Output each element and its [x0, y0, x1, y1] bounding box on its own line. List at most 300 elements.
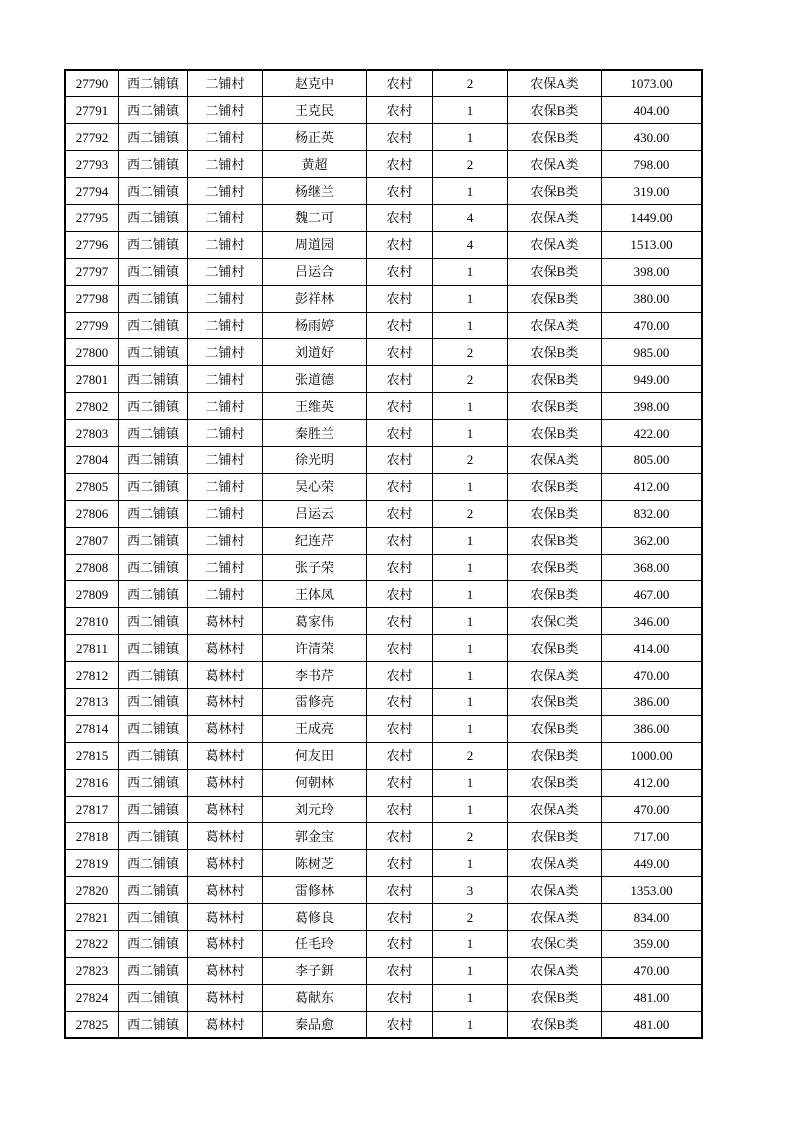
- cell-count: 2: [433, 151, 508, 178]
- cell-village: 二铺村: [188, 446, 263, 473]
- cell-residence: 农村: [367, 151, 433, 178]
- cell-village: 二铺村: [188, 527, 263, 554]
- cell-town: 西二铺镇: [119, 877, 188, 904]
- cell-town: 西二铺镇: [119, 151, 188, 178]
- cell-name: 许清荣: [263, 635, 367, 662]
- cell-town: 西二铺镇: [119, 446, 188, 473]
- cell-id: 27813: [65, 688, 119, 715]
- cell-amount: 1073.00: [602, 70, 703, 97]
- cell-name: 刘元玲: [263, 796, 367, 823]
- cell-name: 吕运合: [263, 258, 367, 285]
- cell-amount: 949.00: [602, 366, 703, 393]
- cell-amount: 1353.00: [602, 877, 703, 904]
- cell-town: 西二铺镇: [119, 70, 188, 97]
- cell-town: 西二铺镇: [119, 1011, 188, 1038]
- table-row: [65, 70, 702, 97]
- cell-name: 王成亮: [263, 715, 367, 742]
- cell-id: 27820: [65, 877, 119, 904]
- cell-id: 27817: [65, 796, 119, 823]
- cell-amount: 1513.00: [602, 231, 703, 258]
- cell-name: 张道德: [263, 366, 367, 393]
- cell-name: 彭祥林: [263, 285, 367, 312]
- cell-village: 葛林村: [188, 850, 263, 877]
- cell-name: 周道园: [263, 231, 367, 258]
- cell-town: 西二铺镇: [119, 231, 188, 258]
- cell-amount: 368.00: [602, 554, 703, 581]
- table-row: [65, 688, 702, 715]
- table-row: [65, 931, 702, 958]
- cell-residence: 农村: [367, 688, 433, 715]
- cell-count: 2: [433, 366, 508, 393]
- cell-village: 二铺村: [188, 420, 263, 447]
- cell-residence: 农村: [367, 500, 433, 527]
- cell-id: 27822: [65, 931, 119, 958]
- cell-name: 赵克中: [263, 70, 367, 97]
- cell-id: 27821: [65, 904, 119, 931]
- cell-town: 西二铺镇: [119, 608, 188, 635]
- cell-category: 农保B类: [508, 984, 602, 1011]
- cell-category: 农保B类: [508, 97, 602, 124]
- cell-count: 1: [433, 178, 508, 205]
- cell-count: 2: [433, 823, 508, 850]
- cell-town: 西二铺镇: [119, 393, 188, 420]
- cell-town: 西二铺镇: [119, 850, 188, 877]
- cell-count: 1: [433, 931, 508, 958]
- cell-amount: 481.00: [602, 1011, 703, 1038]
- table-row: [65, 151, 702, 178]
- cell-id: 27792: [65, 124, 119, 151]
- table-row: [65, 204, 702, 231]
- table-row: [65, 796, 702, 823]
- cell-town: 西二铺镇: [119, 984, 188, 1011]
- cell-village: 二铺村: [188, 231, 263, 258]
- cell-town: 西二铺镇: [119, 285, 188, 312]
- table-row: [65, 527, 702, 554]
- benefit-table: [64, 69, 703, 1039]
- table-row: [65, 608, 702, 635]
- cell-name: 杨继兰: [263, 178, 367, 205]
- cell-amount: 422.00: [602, 420, 703, 447]
- cell-id: 27815: [65, 742, 119, 769]
- cell-residence: 农村: [367, 178, 433, 205]
- cell-town: 西二铺镇: [119, 904, 188, 931]
- cell-category: 农保A类: [508, 204, 602, 231]
- cell-amount: 359.00: [602, 931, 703, 958]
- cell-name: 王体凤: [263, 581, 367, 608]
- cell-residence: 农村: [367, 1011, 433, 1038]
- cell-town: 西二铺镇: [119, 258, 188, 285]
- cell-residence: 农村: [367, 608, 433, 635]
- table-row: [65, 554, 702, 581]
- cell-count: 2: [433, 904, 508, 931]
- cell-residence: 农村: [367, 984, 433, 1011]
- cell-id: 27802: [65, 393, 119, 420]
- cell-village: 二铺村: [188, 204, 263, 231]
- cell-category: 农保B类: [508, 554, 602, 581]
- cell-category: 农保B类: [508, 742, 602, 769]
- cell-residence: 农村: [367, 662, 433, 689]
- cell-village: 葛林村: [188, 608, 263, 635]
- cell-village: 葛林村: [188, 904, 263, 931]
- cell-amount: 412.00: [602, 473, 703, 500]
- cell-amount: 481.00: [602, 984, 703, 1011]
- cell-village: 葛林村: [188, 796, 263, 823]
- cell-count: 1: [433, 527, 508, 554]
- table-row: [65, 339, 702, 366]
- table-row: [65, 97, 702, 124]
- cell-village: 葛林村: [188, 688, 263, 715]
- cell-town: 西二铺镇: [119, 500, 188, 527]
- cell-count: 2: [433, 339, 508, 366]
- table-row: [65, 366, 702, 393]
- table-row: [65, 904, 702, 931]
- cell-village: 葛林村: [188, 769, 263, 796]
- table-row: [65, 877, 702, 904]
- table-row: [65, 420, 702, 447]
- cell-town: 西二铺镇: [119, 124, 188, 151]
- cell-residence: 农村: [367, 823, 433, 850]
- cell-name: 张子荣: [263, 554, 367, 581]
- cell-amount: 1000.00: [602, 742, 703, 769]
- cell-residence: 农村: [367, 366, 433, 393]
- cell-category: 农保A类: [508, 850, 602, 877]
- table-row: [65, 715, 702, 742]
- cell-name: 吕运云: [263, 500, 367, 527]
- cell-id: 27811: [65, 635, 119, 662]
- cell-amount: 470.00: [602, 796, 703, 823]
- cell-amount: 1449.00: [602, 204, 703, 231]
- cell-amount: 404.00: [602, 97, 703, 124]
- cell-town: 西二铺镇: [119, 957, 188, 984]
- cell-town: 西二铺镇: [119, 662, 188, 689]
- cell-category: 农保B类: [508, 473, 602, 500]
- cell-count: 1: [433, 258, 508, 285]
- cell-residence: 农村: [367, 231, 433, 258]
- cell-category: 农保A类: [508, 231, 602, 258]
- cell-town: 西二铺镇: [119, 715, 188, 742]
- cell-name: 王维英: [263, 393, 367, 420]
- cell-id: 27816: [65, 769, 119, 796]
- cell-residence: 农村: [367, 97, 433, 124]
- cell-village: 二铺村: [188, 554, 263, 581]
- cell-count: 4: [433, 231, 508, 258]
- cell-residence: 农村: [367, 446, 433, 473]
- table-row: [65, 231, 702, 258]
- cell-village: 葛林村: [188, 635, 263, 662]
- cell-count: 1: [433, 608, 508, 635]
- cell-residence: 农村: [367, 124, 433, 151]
- cell-count: 1: [433, 554, 508, 581]
- cell-town: 西二铺镇: [119, 769, 188, 796]
- cell-village: 葛林村: [188, 957, 263, 984]
- cell-village: 葛林村: [188, 823, 263, 850]
- cell-name: 吴心荣: [263, 473, 367, 500]
- cell-id: 27798: [65, 285, 119, 312]
- cell-town: 西二铺镇: [119, 473, 188, 500]
- cell-name: 杨正英: [263, 124, 367, 151]
- table-row: [65, 581, 702, 608]
- table-region: [64, 69, 703, 1039]
- cell-residence: 农村: [367, 850, 433, 877]
- cell-category: 农保C类: [508, 608, 602, 635]
- cell-amount: 470.00: [602, 312, 703, 339]
- table-row: [65, 850, 702, 877]
- table-row: [65, 984, 702, 1011]
- cell-amount: 346.00: [602, 608, 703, 635]
- cell-category: 农保B类: [508, 823, 602, 850]
- cell-residence: 农村: [367, 635, 433, 662]
- table-row: [65, 178, 702, 205]
- cell-category: 农保A类: [508, 904, 602, 931]
- cell-amount: 985.00: [602, 339, 703, 366]
- cell-count: 1: [433, 850, 508, 877]
- cell-count: 3: [433, 877, 508, 904]
- cell-amount: 398.00: [602, 393, 703, 420]
- cell-id: 27818: [65, 823, 119, 850]
- cell-id: 27799: [65, 312, 119, 339]
- cell-village: 二铺村: [188, 339, 263, 366]
- cell-amount: 717.00: [602, 823, 703, 850]
- cell-count: 2: [433, 742, 508, 769]
- cell-village: 葛林村: [188, 742, 263, 769]
- cell-village: 葛林村: [188, 1011, 263, 1038]
- table-row: [65, 769, 702, 796]
- table-row: [65, 285, 702, 312]
- cell-category: 农保B类: [508, 393, 602, 420]
- cell-count: 4: [433, 204, 508, 231]
- cell-town: 西二铺镇: [119, 823, 188, 850]
- cell-village: 二铺村: [188, 151, 263, 178]
- cell-category: 农保B类: [508, 178, 602, 205]
- cell-residence: 农村: [367, 877, 433, 904]
- cell-id: 27795: [65, 204, 119, 231]
- cell-name: 葛家伟: [263, 608, 367, 635]
- cell-village: 葛林村: [188, 931, 263, 958]
- cell-category: 农保B类: [508, 420, 602, 447]
- cell-id: 27810: [65, 608, 119, 635]
- cell-id: 27800: [65, 339, 119, 366]
- cell-name: 秦品愈: [263, 1011, 367, 1038]
- cell-category: 农保C类: [508, 931, 602, 958]
- cell-village: 葛林村: [188, 877, 263, 904]
- cell-amount: 470.00: [602, 957, 703, 984]
- cell-count: 1: [433, 581, 508, 608]
- cell-name: 纪连芹: [263, 527, 367, 554]
- cell-town: 西二铺镇: [119, 742, 188, 769]
- table-row: [65, 446, 702, 473]
- cell-residence: 农村: [367, 312, 433, 339]
- cell-town: 西二铺镇: [119, 97, 188, 124]
- cell-amount: 834.00: [602, 904, 703, 931]
- cell-category: 农保B类: [508, 258, 602, 285]
- cell-village: 二铺村: [188, 366, 263, 393]
- cell-residence: 农村: [367, 258, 433, 285]
- cell-category: 农保B类: [508, 285, 602, 312]
- cell-count: 1: [433, 635, 508, 662]
- cell-id: 27801: [65, 366, 119, 393]
- cell-name: 陈树芝: [263, 850, 367, 877]
- cell-town: 西二铺镇: [119, 635, 188, 662]
- cell-name: 雷修林: [263, 877, 367, 904]
- cell-name: 任毛玲: [263, 931, 367, 958]
- cell-town: 西二铺镇: [119, 527, 188, 554]
- cell-category: 农保B类: [508, 715, 602, 742]
- cell-category: 农保B类: [508, 366, 602, 393]
- cell-category: 农保A类: [508, 446, 602, 473]
- cell-id: 27823: [65, 957, 119, 984]
- cell-count: 1: [433, 97, 508, 124]
- table-row: [65, 124, 702, 151]
- cell-category: 农保B类: [508, 688, 602, 715]
- cell-category: 农保B类: [508, 124, 602, 151]
- cell-category: 农保B类: [508, 500, 602, 527]
- table-row: [65, 258, 702, 285]
- cell-amount: 832.00: [602, 500, 703, 527]
- table-row: [65, 742, 702, 769]
- cell-name: 秦胜兰: [263, 420, 367, 447]
- cell-residence: 农村: [367, 204, 433, 231]
- cell-name: 郭金宝: [263, 823, 367, 850]
- cell-town: 西二铺镇: [119, 339, 188, 366]
- cell-count: 1: [433, 662, 508, 689]
- cell-residence: 农村: [367, 769, 433, 796]
- cell-town: 西二铺镇: [119, 931, 188, 958]
- cell-residence: 农村: [367, 473, 433, 500]
- cell-amount: 412.00: [602, 769, 703, 796]
- cell-amount: 470.00: [602, 662, 703, 689]
- cell-category: 农保B类: [508, 339, 602, 366]
- cell-id: 27806: [65, 500, 119, 527]
- cell-id: 27824: [65, 984, 119, 1011]
- cell-category: 农保A类: [508, 312, 602, 339]
- cell-category: 农保A类: [508, 662, 602, 689]
- cell-category: 农保B类: [508, 769, 602, 796]
- cell-id: 27793: [65, 151, 119, 178]
- cell-count: 1: [433, 393, 508, 420]
- cell-id: 27790: [65, 70, 119, 97]
- cell-amount: 319.00: [602, 178, 703, 205]
- cell-amount: 386.00: [602, 688, 703, 715]
- cell-id: 27803: [65, 420, 119, 447]
- cell-category: 农保A类: [508, 877, 602, 904]
- cell-village: 二铺村: [188, 473, 263, 500]
- cell-village: 二铺村: [188, 285, 263, 312]
- cell-town: 西二铺镇: [119, 420, 188, 447]
- cell-amount: 805.00: [602, 446, 703, 473]
- table-row: [65, 473, 702, 500]
- table-row: [65, 312, 702, 339]
- cell-residence: 农村: [367, 420, 433, 447]
- table-row: [65, 662, 702, 689]
- cell-residence: 农村: [367, 742, 433, 769]
- cell-residence: 农村: [367, 715, 433, 742]
- cell-name: 何朝林: [263, 769, 367, 796]
- cell-name: 葛献东: [263, 984, 367, 1011]
- cell-amount: 798.00: [602, 151, 703, 178]
- cell-residence: 农村: [367, 957, 433, 984]
- cell-id: 27796: [65, 231, 119, 258]
- cell-category: 农保B类: [508, 527, 602, 554]
- cell-village: 二铺村: [188, 312, 263, 339]
- cell-residence: 农村: [367, 393, 433, 420]
- cell-village: 二铺村: [188, 124, 263, 151]
- cell-village: 葛林村: [188, 984, 263, 1011]
- cell-town: 西二铺镇: [119, 688, 188, 715]
- cell-count: 1: [433, 420, 508, 447]
- cell-count: 1: [433, 984, 508, 1011]
- cell-town: 西二铺镇: [119, 581, 188, 608]
- cell-id: 27819: [65, 850, 119, 877]
- cell-name: 徐光明: [263, 446, 367, 473]
- cell-count: 1: [433, 1011, 508, 1038]
- cell-id: 27809: [65, 581, 119, 608]
- cell-count: 1: [433, 957, 508, 984]
- cell-amount: 398.00: [602, 258, 703, 285]
- cell-count: 1: [433, 285, 508, 312]
- cell-residence: 农村: [367, 285, 433, 312]
- table-row: [65, 635, 702, 662]
- cell-category: 农保A类: [508, 151, 602, 178]
- table-row: [65, 393, 702, 420]
- cell-count: 1: [433, 796, 508, 823]
- cell-town: 西二铺镇: [119, 312, 188, 339]
- cell-id: 27791: [65, 97, 119, 124]
- cell-count: 1: [433, 473, 508, 500]
- cell-id: 27812: [65, 662, 119, 689]
- cell-id: 27814: [65, 715, 119, 742]
- cell-id: 27794: [65, 178, 119, 205]
- cell-count: 1: [433, 124, 508, 151]
- cell-town: 西二铺镇: [119, 178, 188, 205]
- cell-amount: 467.00: [602, 581, 703, 608]
- cell-village: 葛林村: [188, 662, 263, 689]
- table-row: [65, 823, 702, 850]
- cell-name: 葛修良: [263, 904, 367, 931]
- cell-amount: 430.00: [602, 124, 703, 151]
- cell-name: 黄超: [263, 151, 367, 178]
- cell-id: 27808: [65, 554, 119, 581]
- cell-count: 2: [433, 446, 508, 473]
- cell-count: 1: [433, 715, 508, 742]
- cell-village: 二铺村: [188, 500, 263, 527]
- cell-id: 27805: [65, 473, 119, 500]
- table-row: [65, 1011, 702, 1038]
- cell-village: 二铺村: [188, 178, 263, 205]
- cell-village: 二铺村: [188, 581, 263, 608]
- cell-town: 西二铺镇: [119, 366, 188, 393]
- cell-category: 农保B类: [508, 635, 602, 662]
- cell-count: 1: [433, 769, 508, 796]
- cell-town: 西二铺镇: [119, 796, 188, 823]
- cell-id: 27825: [65, 1011, 119, 1038]
- cell-village: 二铺村: [188, 70, 263, 97]
- cell-residence: 农村: [367, 527, 433, 554]
- cell-residence: 农村: [367, 931, 433, 958]
- cell-count: 2: [433, 70, 508, 97]
- cell-name: 王克民: [263, 97, 367, 124]
- table-row: [65, 500, 702, 527]
- cell-count: 1: [433, 312, 508, 339]
- cell-village: 葛林村: [188, 715, 263, 742]
- cell-count: 2: [433, 500, 508, 527]
- cell-name: 杨雨婷: [263, 312, 367, 339]
- cell-name: 李子鈃: [263, 957, 367, 984]
- cell-name: 雷修亮: [263, 688, 367, 715]
- cell-residence: 农村: [367, 554, 433, 581]
- cell-name: 何友田: [263, 742, 367, 769]
- cell-residence: 农村: [367, 581, 433, 608]
- cell-category: 农保A类: [508, 957, 602, 984]
